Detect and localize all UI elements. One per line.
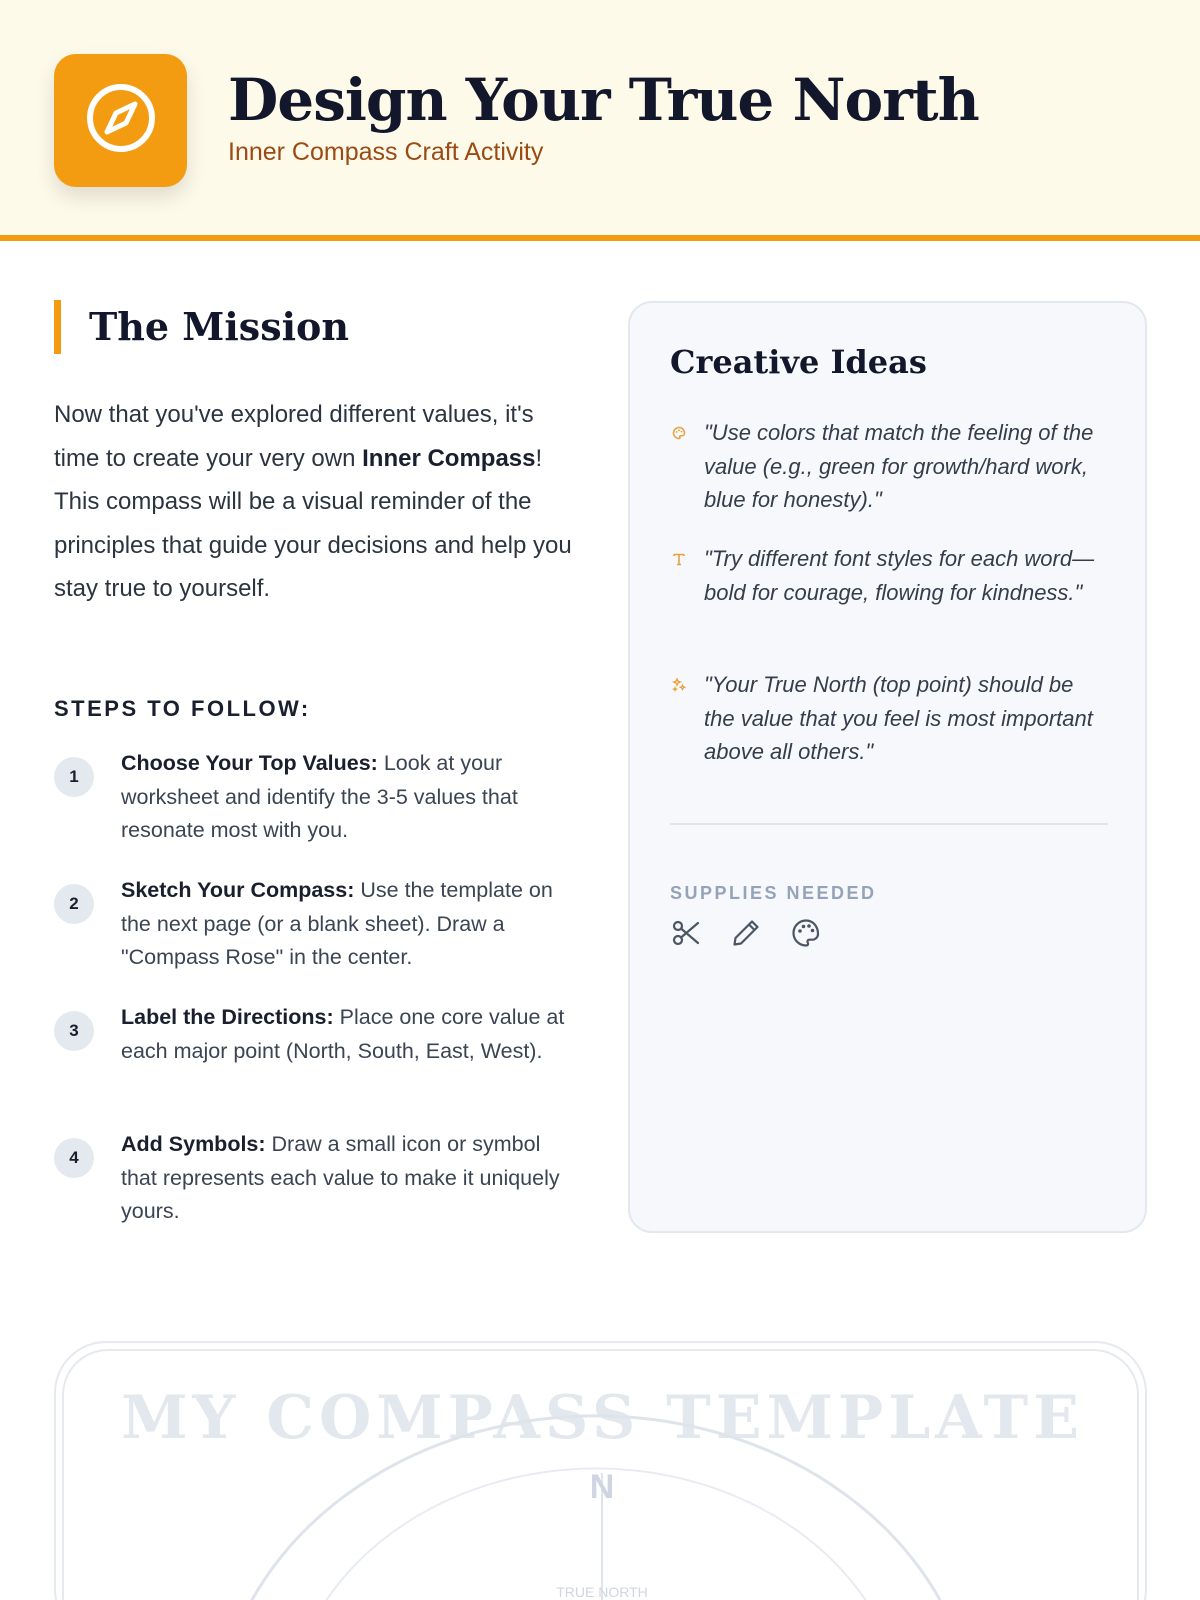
palette-icon: [670, 424, 688, 442]
step-number: 2: [54, 884, 94, 924]
north-label: N: [589, 1468, 615, 1506]
step-text: [121, 747, 581, 848]
true-north-label: TRUE NORTH: [556, 1584, 648, 1600]
mission-intro: [54, 393, 574, 611]
star-icon: [670, 676, 688, 694]
font-icon: [670, 550, 688, 568]
creative-ideas-card: [628, 301, 1147, 1233]
scissors-icon: [670, 917, 702, 949]
intro-text-start: Now that you've explored different values, it's time to create your very own: [54, 401, 534, 472]
step-number: 1: [54, 757, 94, 797]
idea-text: "Try different font styles for each word—bold for courage, flowing for kindness.": [704, 546, 1095, 605]
step-body: Use the template on the next page (or a blank sheet). Draw a "Compass Rose" in the center.: [121, 878, 553, 969]
step-body: Draw a small icon or symbol that represents each value to make it uniquely yours.: [121, 1132, 560, 1223]
step-body: Look at your worksheet and identify the 3-5 values that resonate most with you.: [121, 751, 518, 842]
step-number: 3: [54, 1011, 94, 1051]
intro-bold: Inner Compass: [362, 444, 536, 472]
step-title: Label the Directions:: [121, 1005, 334, 1029]
supplies-icons: [670, 917, 822, 949]
creative-ideas-title: Creative Ideas: [670, 343, 927, 381]
compass-rose-drawing: [56, 1343, 1149, 1600]
step-title: Choose Your Top Values:: [121, 751, 378, 775]
mission-heading: The Mission: [54, 300, 349, 354]
step-text: [121, 1128, 581, 1229]
palette-icon: [790, 917, 822, 949]
step-text: [121, 1001, 581, 1068]
supplies-label: SUPPLIES NEEDED: [670, 883, 877, 903]
step-title: Add Symbols:: [121, 1132, 266, 1156]
pencil-icon: [730, 917, 762, 949]
page-subtitle: Inner Compass Craft Activity: [228, 138, 544, 166]
step-body: Place one core value at each major point (North, South, East, West).: [121, 1005, 565, 1063]
compass-template-card: [54, 1341, 1147, 1600]
template-title: MY COMPASS TEMPLATE: [121, 1383, 1084, 1453]
step-text: [121, 874, 581, 975]
intro-text-end: ! This compass will be a visual reminder of the principles that guide your decisions and help you stay true to yourself.: [54, 444, 572, 602]
idea-text: "Your True North (top point) should be the value that you feel is most important above all others.": [704, 672, 1093, 764]
step-number: 4: [54, 1138, 94, 1178]
compass-icon: [83, 80, 159, 161]
idea-text: "Use colors that match the feeling of the value (e.g., green for growth/hard work, blue for honesty).": [704, 420, 1094, 512]
logo-badge: [54, 54, 187, 187]
steps-label: STEPS TO FOLLOW:: [54, 696, 311, 721]
page-title: Design Your True North: [228, 66, 979, 134]
step-title: Sketch Your Compass:: [121, 878, 355, 902]
page-header: [0, 0, 1200, 241]
card-divider: [670, 823, 1108, 825]
